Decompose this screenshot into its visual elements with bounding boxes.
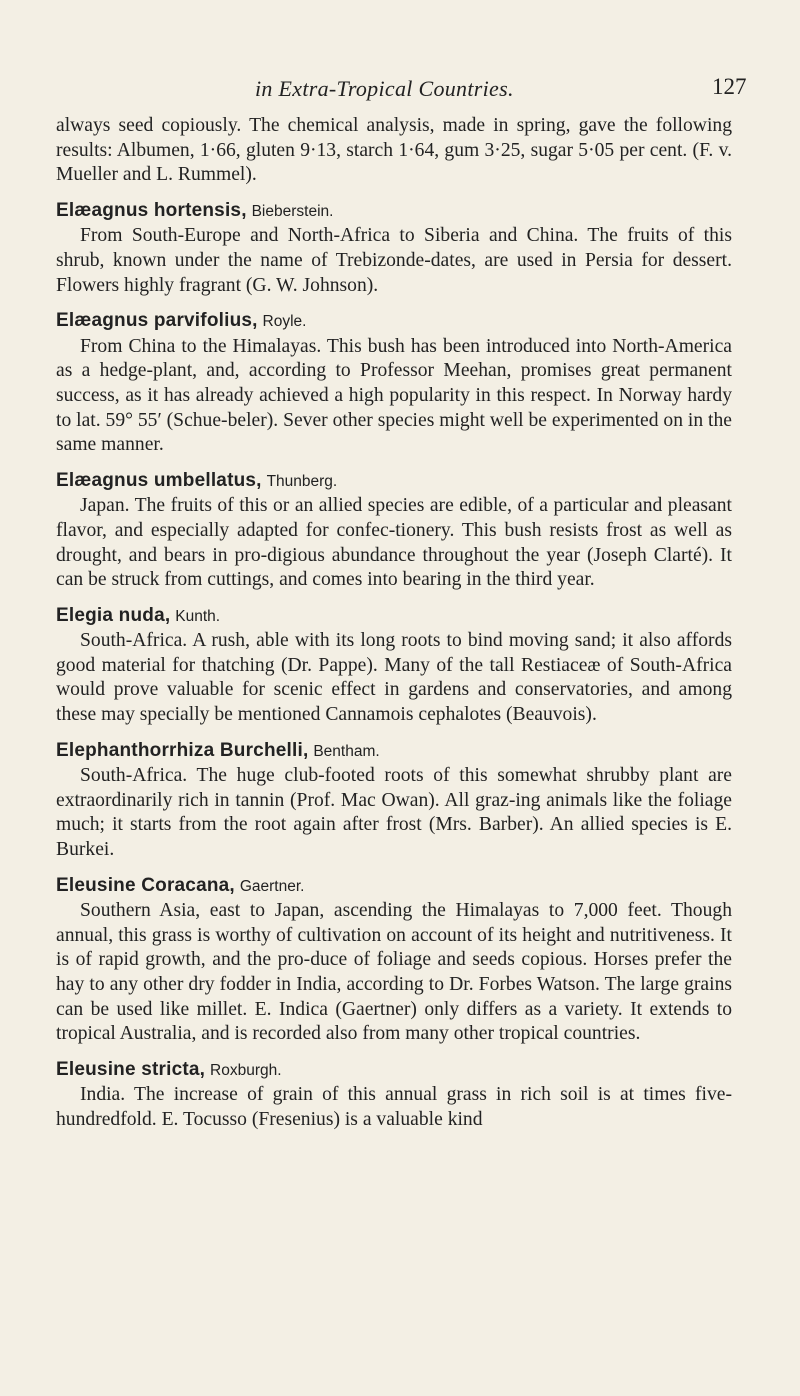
- entry-authority: Bentham.: [313, 742, 380, 760]
- entry-elephanthorrhiza-burchelli: [56, 739, 732, 863]
- entry-authority: Royle.: [262, 313, 307, 331]
- entry-text: India. The increase of grain of this annual grass in rich soil is at times five-hundredfold. E. Tocusso (Fresenius) is a valuable kind: [56, 1084, 732, 1130]
- page-number: 127: [712, 74, 747, 99]
- entry-heading: [56, 1058, 732, 1084]
- entry-name: Elephanthorrhiza Burchelli,: [56, 739, 309, 761]
- entry-name: Eleusine stricta,: [56, 1058, 206, 1080]
- entry-heading: [56, 604, 732, 630]
- entry-name: Elæagnus umbellatus,: [56, 469, 262, 491]
- entry-name: Eleusine Coracana,: [56, 874, 235, 896]
- entry-authority: Gaertner.: [239, 877, 305, 895]
- entry-text: Southern Asia, east to Japan, ascending the Himalayas to 7,000 feet. Though annual, this grass is worthy of cultivation on account of its height and nutritiveness. It is of rapid growth, and the pro-duce of foliage and seeds copious. Horses prefer the hay to any other dry fodder in India, according to Dr. Forbes Watson. The large grains can be used like millet. E. Indica (Gaertner) only differs as a variety. It extends to tropical Australia, and is recorded also from many other tropical countries.: [56, 900, 732, 1045]
- entry-text: South-Africa. A rush, able with its long roots to bind moving sand; it also affords good material for thatching (Dr. Pappe). Many of the tall Restiaceæ of South-Africa would prove valuable for scenic effect in gardens and conservatories, and among these may specially be mentioned Cannamois cephalotes (Beauvois).: [56, 630, 732, 726]
- entry-authority: Roxburgh.: [210, 1061, 282, 1079]
- entry-elaeagnus-hortensis: [56, 199, 732, 298]
- entry-heading: [56, 739, 732, 765]
- entry-heading: [56, 199, 732, 225]
- entry-heading: [56, 469, 732, 495]
- entry-name: Elegia nuda,: [56, 604, 171, 626]
- entry-eleusine-stricta: [56, 1058, 732, 1133]
- entry-authority: Thunberg.: [266, 472, 338, 490]
- entry-elegia-nuda: [56, 604, 732, 728]
- running-head: in Extra-Tropical Countries.: [255, 76, 514, 101]
- entry-authority: Bieberstein.: [251, 202, 334, 220]
- intro-paragraph: always seed copiously. The chemical analysis, made in spring, gave the following results: Albumen, 1·66, gluten 9·13, starch 1·64, gum 3·25, sugar 5·05 per cent. (F. v. Mueller and L. Rummel).: [56, 115, 732, 186]
- entry-text: Japan. The fruits of this or an allied species are edible, of a particular and pleasant flavor, and especially adapted for confec-tionery. This bush resists frost as well as drought, and bears in pro-digious abundance throughout the year (Joseph Clarté). It can be struck from cuttings, and comes into bearing in the third year.: [56, 495, 732, 591]
- entry-elaeagnus-parvifolius: [56, 309, 732, 458]
- entry-elaeagnus-umbellatus: [56, 469, 732, 593]
- entry-text: From South-Europe and North-Africa to Siberia and China. The fruits of this shrub, known under the name of Trebizonde-dates, are used in Persia for dessert. Flowers highly fragrant (G. W. Johnson).: [56, 225, 732, 296]
- page-body: [56, 114, 732, 1133]
- page-header: [0, 70, 800, 104]
- entry-name: Elæagnus hortensis,: [56, 199, 247, 221]
- entry-heading: [56, 309, 732, 335]
- entry-text: From China to the Himalayas. This bush has been introduced into North-America as a hedge-plant, and, according to Professor Meehan, promises great permanent success, as it has already achieved a high popularity in this respect. In Norway hardy to lat. 59° 55′ (Schue-beler). Sever other species might well be experimented on in the same manner.: [56, 335, 732, 456]
- entry-authority: Kunth.: [175, 607, 221, 625]
- entry-eleusine-coracana: [56, 874, 732, 1047]
- entry-name: Elæagnus parvifolius,: [56, 310, 258, 332]
- entry-text: South-Africa. The huge club-footed roots of this somewhat shrubby plant are extraordinarily rich in tannin (Prof. Mac Owan). All graz-ing animals like the foliage much; it starts from the root again after frost (Mrs. Barber). An allied species is E. Burkei.: [56, 765, 732, 861]
- entry-heading: [56, 874, 732, 900]
